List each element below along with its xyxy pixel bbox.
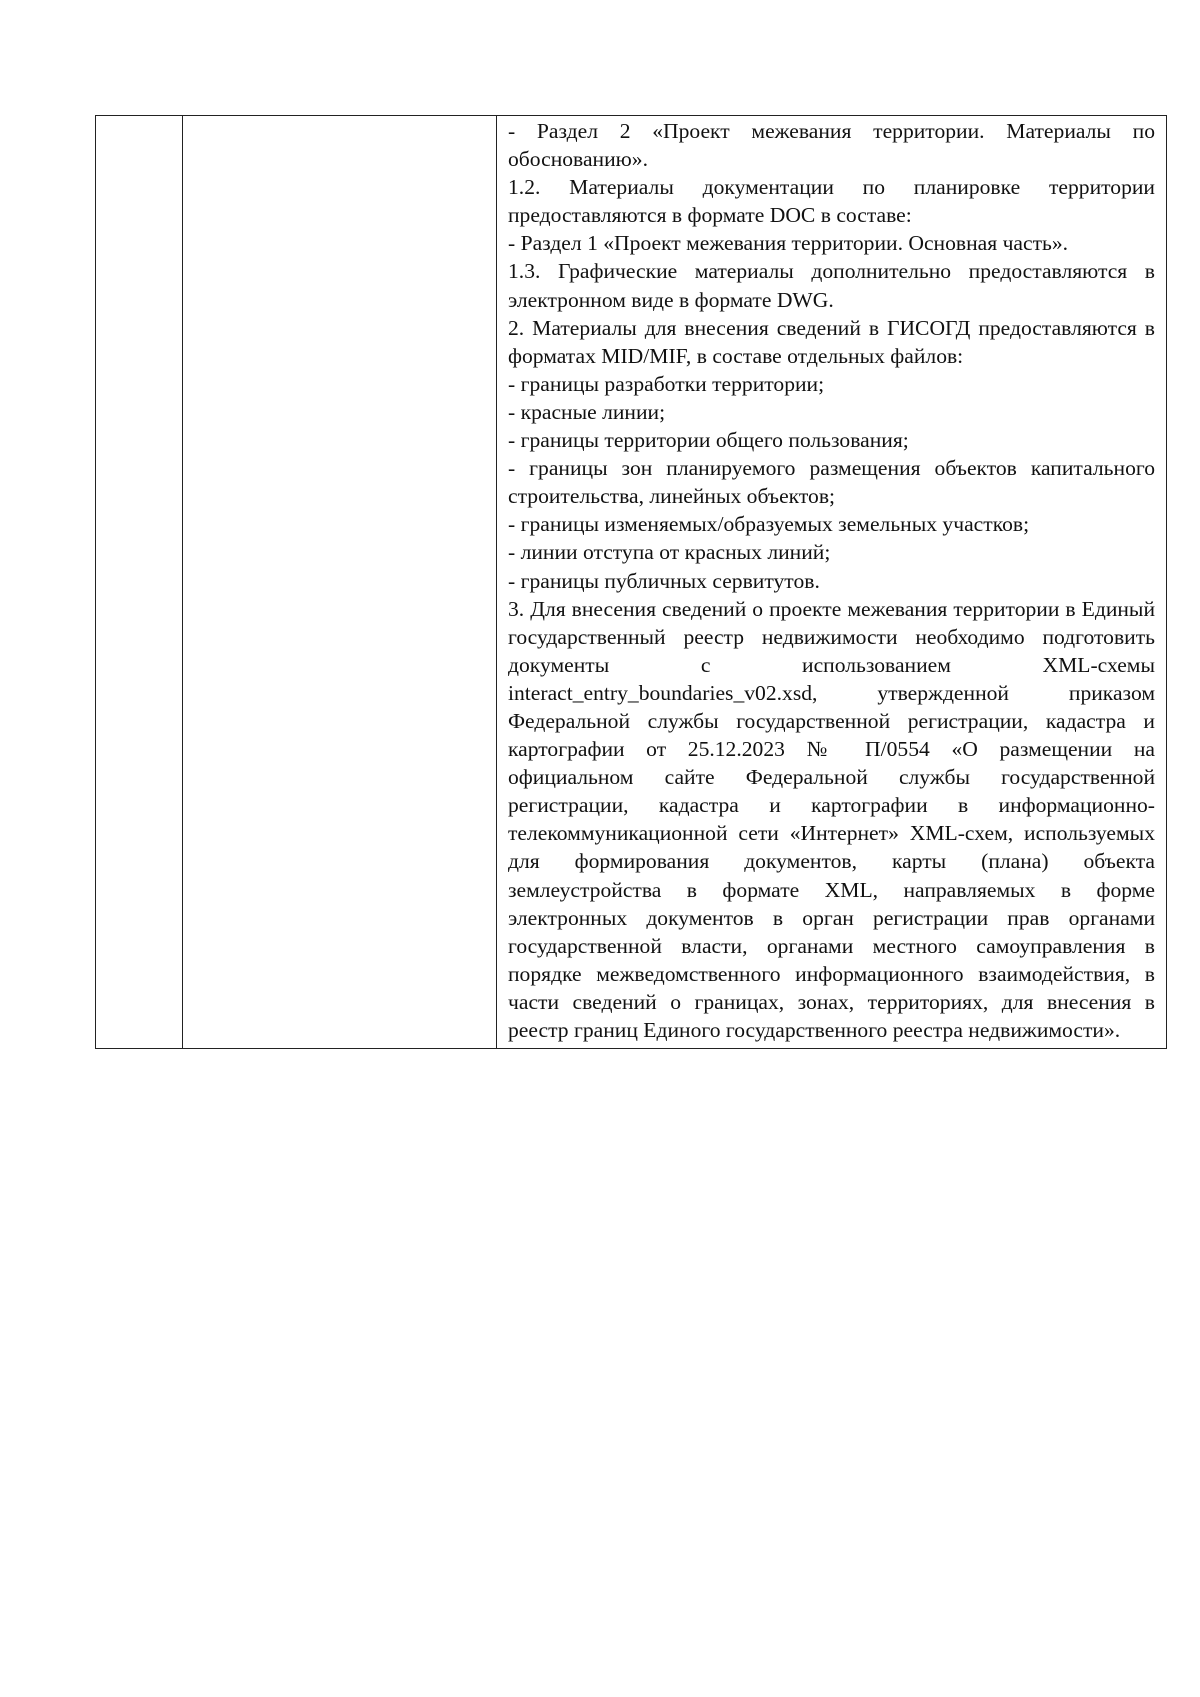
list-item: - границы зон планируемого размещения объектов капитального строительства, линейных объектов;	[508, 456, 1155, 509]
table-cell-2	[183, 116, 497, 1049]
paragraph-2: 2. Материалы для внесения сведений в ГИСОГД предоставляются в форматах MID/MIF, в составе отдельных файлов:	[508, 315, 1155, 368]
list-item: - линии отступа от красных линий;	[508, 540, 831, 565]
list-item: - красные линии;	[508, 399, 666, 424]
list-item: - границы территории общего пользования;	[508, 428, 909, 453]
list-item: - границы разработки территории;	[508, 371, 825, 396]
paragraph-1-3: 1.3. Графические материалы дополнительно предоставляются в электронном виде в формате DWG.	[508, 259, 1155, 312]
list-item: - границы публичных сервитутов.	[508, 568, 820, 593]
paragraph-section-1: - Раздел 1 «Проект межевания территории. Основная часть».	[508, 231, 1069, 256]
cell-text-block	[497, 116, 1166, 1048]
paragraph-section-2: - Раздел 2 «Проект межевания территории. Материалы по обоснованию».	[508, 119, 1155, 172]
table-row	[96, 116, 1167, 1049]
document-table	[95, 115, 1167, 1049]
paragraph-1-2: 1.2. Материалы документации по планировке территории предоставляются в формате DOC в составе:	[508, 175, 1155, 228]
paragraph-3: 3. Для внесения сведений о проекте межевания территории в Единый государственный реестр недвижимости необходимо подготовить документы с использованием XML-схемы interact_entry_boundaries_v02.xsd, утвержденной приказом Федеральной службы государственной регистрации, кадастра и картографии от 25.12.2023 № П/0554 «О размещении на официальном сайте Федеральной службы государственной регистрации, кадастра и картографии в информационно-телекоммуникационной сети «Интернет» XML-схем, используемых для формирования документов, карты (плана) объекта землеустройства в формате XML, направляемых в форме электронных документов в орган регистрации прав органами государственной власти, органами местного самоуправления в порядке межведомственного информационного взаимодействия, в части сведений о границах, зонах, территориях, для внесения в реестр границ Единого государственного реестра недвижимости».	[508, 596, 1155, 1042]
list-item: - границы изменяемых/образуемых земельных участков;	[508, 512, 1030, 537]
table-cell-3	[497, 116, 1167, 1049]
table-cell-1	[96, 116, 183, 1049]
